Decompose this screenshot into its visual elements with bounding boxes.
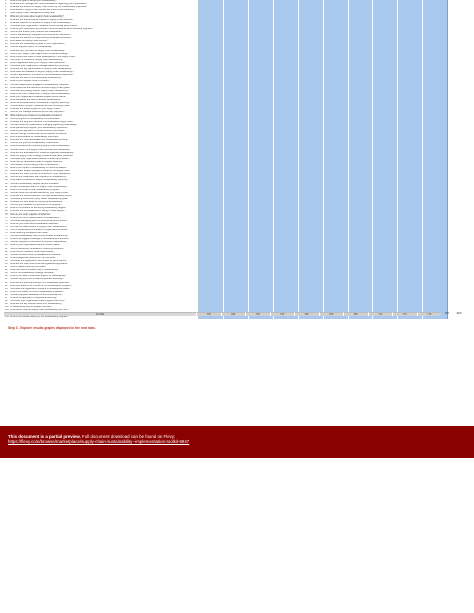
score-footer-row: [4, 312, 470, 316]
question-cell: Does the supply chain strategy include ethical labor practices?: [9, 155, 199, 158]
question-cell: Does supply chain management really care?: [9, 12, 199, 15]
question-cell: How does your organization manage waste and recycling?: [9, 65, 199, 68]
row-number: 34: [5, 102, 8, 105]
question-cell: What are your management recommendations regarding your organization?: [9, 3, 199, 6]
question-cell: What are the consequences of failing to meet targets?: [9, 210, 199, 213]
question-cell: What do you know about supply chain sustainability?: [9, 15, 199, 18]
row-number: 88: [5, 269, 8, 272]
total-cell: 678: [319, 312, 344, 316]
question-cell: Are environmental factors considered in logistics planning?: [9, 102, 199, 105]
row-number: 28: [5, 83, 8, 86]
question-cell: How do you prioritize sustainability investments?: [9, 142, 199, 145]
row-number: 31: [5, 92, 8, 95]
question-cell: What is the role of transportation in sustainability?: [9, 217, 199, 220]
row-number: 69: [5, 210, 8, 213]
row-number: 89: [5, 272, 8, 275]
question-cell: How does technology support supply chain transparency?: [9, 90, 199, 93]
score-cell[interactable]: [373, 316, 398, 319]
row-number: 26: [5, 77, 8, 80]
row-number: 7: [5, 18, 7, 21]
question-cell: How does your organization track progress over time?: [9, 300, 199, 303]
question-cell: How much is invested in supply chain sustainability?: [9, 59, 199, 62]
question-cell: What is the timeline for achieving sustainability targets?: [9, 207, 199, 210]
row-number: 95: [5, 290, 8, 293]
row-number: 78: [5, 238, 8, 241]
row-number: 44: [5, 133, 8, 136]
row-number: 97: [5, 297, 8, 300]
row-number: 101: [5, 309, 9, 312]
question-cell: How do you collaborate with suppliers on sustainability?: [9, 176, 199, 179]
question-cell: How will you measure the success of the program?: [9, 204, 199, 207]
question-cell: Who are the stakeholders in supply chain sustainability?: [9, 226, 199, 229]
question-cell: Who leads the supply chain function?: [9, 40, 199, 43]
total-cell: 713: [368, 312, 393, 316]
row-number: 92: [5, 281, 8, 284]
question-cell: What data is collected to support sustainability reporting?: [9, 179, 199, 182]
question-cell: What training is provided on sustainable practices?: [9, 114, 199, 117]
score-cell[interactable]: [224, 316, 249, 319]
total-cell: 675: [270, 312, 295, 316]
question-cell: What would improve supply chain sustainability the most?: [9, 309, 199, 312]
score-cell[interactable]: [348, 316, 373, 319]
question-cell: What is your supplier code of conduct?: [9, 80, 199, 83]
row-number: 30: [5, 89, 8, 92]
question-cell: What resources are needed to achieve supply chain goals?: [9, 87, 199, 90]
row-number: 73: [5, 222, 8, 225]
row-number: 3: [5, 6, 7, 9]
question-cell: What are the potential savings from sustainable practices?: [9, 282, 199, 285]
question-cell: What areas of supply chain risk are you most concerned about?: [9, 9, 199, 12]
row-number: 56: [5, 170, 8, 173]
question-cell: How does procurement policy reflect sustainability goals?: [9, 198, 199, 201]
question-cell: What reporting frameworks are used?: [9, 232, 199, 235]
row-number: 67: [5, 204, 8, 207]
row-number: 96: [5, 293, 8, 296]
question-cell: What are the costs associated with sustainable sourcing?: [9, 139, 199, 142]
row-number: 81: [5, 247, 8, 250]
score-cell[interactable]: [199, 316, 224, 319]
step-instruction: Step 3 - Explore results graphs displayed in the next tabs.: [8, 326, 96, 330]
score-cell[interactable]: [273, 316, 298, 319]
question-cell: What innovations are improving supply chain sustainability?: [9, 145, 199, 148]
row-number: 94: [5, 287, 8, 290]
total-cell: 735: [196, 312, 221, 316]
question-cell: What is the approach to responsible sourcing?: [9, 297, 199, 300]
row-number: 21: [5, 61, 8, 64]
question-cell: What are the key success factors for sustainability?: [9, 303, 199, 306]
row-number: 37: [5, 111, 8, 114]
row-number: 80: [5, 244, 8, 247]
question-cell: How is biodiversity considered in sourcing decisions?: [9, 248, 199, 251]
row-number: 71: [5, 216, 8, 219]
row-number: 6: [5, 15, 7, 18]
question-cell: What is the status of current sustainability initiatives?: [9, 291, 199, 294]
average-cell: 4825: [456, 312, 462, 315]
row-number: 84: [5, 256, 8, 259]
table-row: [4, 316, 470, 319]
row-number: 65: [5, 198, 8, 201]
row-number: 76: [5, 232, 8, 235]
footer-label: SCORE: [4, 312, 196, 316]
question-cell: How does your organization address human rights issues?: [9, 158, 199, 161]
row-number: 19: [5, 55, 8, 58]
row-number: 60: [5, 182, 8, 185]
question-cell: How do you verify supplier compliance?: [9, 213, 199, 216]
row-number: 35: [5, 105, 8, 108]
row-number: 66: [5, 201, 8, 204]
preview-banner: [0, 426, 474, 458]
question-cell: How resilient is your supply chain to disruptions?: [9, 164, 199, 167]
question-cell: What metrics are used to track sustainability in the supply chain?: [9, 56, 199, 59]
question-cell: How is carbon footprint measured across the supply chain?: [9, 105, 199, 108]
question-cell: How are sustainability risks communicated to leadership?: [9, 235, 199, 238]
question-cell: Is your organization committed to the sustainability objectives?: [9, 74, 199, 77]
question-cell: What role does innovation play in sustainability?: [9, 269, 199, 272]
row-number: 85: [5, 259, 8, 262]
row-number: 25: [5, 74, 8, 77]
row-number: 63: [5, 191, 8, 194]
row-number: 62: [5, 188, 8, 191]
score-cell[interactable]: [398, 316, 423, 319]
question-cell: How is sustainability embedded in organizational culture?: [9, 229, 199, 232]
question-cell: Is sustainability part of supplier contracts?: [9, 306, 199, 309]
row-number: 64: [5, 194, 8, 197]
question-cell: Which regulations affect your supply chain operations?: [9, 62, 199, 65]
row-number: 87: [5, 266, 8, 269]
row-number: 90: [5, 275, 8, 278]
row-number: 45: [5, 136, 8, 139]
banner-text: Full document download can be found on Flevy:: [82, 434, 176, 439]
question-cell: How is the sustainability strategy reviewed?: [9, 272, 199, 275]
question-cell: What is the impact of sustainability on brand reputation?: [9, 167, 199, 170]
question-cell: How does the organization benchmark its performance?: [9, 260, 199, 263]
question-cell: What are the social impacts of your supply chain?: [9, 108, 199, 111]
question-cell: What do you know about sustainable materials?: [9, 223, 199, 226]
question-cell: How does the organization respond to sustainability audits?: [9, 288, 199, 291]
question-cell: What do you know about any ethical criteria considered when selecting suppliers?: [9, 28, 199, 31]
question-cell: How are suppliers assessed for environmental risk?: [9, 294, 199, 297]
question-cell: Who is accountable for sustainability outcomes?: [9, 136, 199, 139]
flevy-download-link[interactable]: https://flevy.com/browse/marketplace/supply-chain-sustainability--implementation-toolkit-6947: [8, 439, 190, 445]
row-number: 16: [5, 46, 8, 49]
row-number: 98: [5, 300, 8, 303]
row-number: 5: [5, 12, 7, 15]
question-cell: What are the drivers for supply chain driven by our sustainability objectives?: [9, 6, 199, 9]
row-number: 38: [5, 114, 8, 117]
question-cell: How are supply chain emissions reported externally?: [9, 278, 199, 281]
question-cell: What are the barriers to implementing sustainable practices?: [9, 37, 199, 40]
row-number: 59: [5, 179, 8, 182]
question-cell: What are your priorities for supply chain sustainability?: [9, 50, 199, 53]
question-cell: What are the next steps for improving sustainability?: [9, 201, 199, 204]
row-number: 1: [5, 0, 7, 3]
row-number: 9: [5, 24, 7, 27]
row-number: 70: [5, 213, 8, 216]
row-number: 39: [5, 117, 8, 120]
row-total-cell: [448, 316, 460, 319]
question-cell: How are energy consumption and emissions monitored?: [9, 133, 199, 136]
question-cell: How are suppliers incentivized to improve sustainability?: [9, 241, 199, 244]
row-number: 48: [5, 145, 8, 148]
question-cell: How are ethical concerns escalated and resolved?: [9, 254, 199, 257]
question-cell: How are stakeholders engaged in sustainability initiatives?: [9, 84, 199, 87]
row-number: 77: [5, 235, 8, 238]
question-cell: Who else needs to be involved in the sustainability program?: [9, 285, 199, 288]
row-number: 33: [5, 99, 8, 102]
row-number: 49: [5, 148, 8, 151]
total-cell: 705: [245, 312, 270, 316]
banner-title: This document is a partial preview.: [8, 434, 81, 439]
question-cell: What is your organization doing to reduce waste?: [9, 244, 199, 247]
question-cell: Does your organization evaluate supplier performance?: [9, 96, 199, 99]
question-cell: What is the level of executive support for sustainability?: [9, 275, 199, 278]
row-number: 22: [5, 65, 8, 68]
question-cell: What is the biggest challenge in sustainable procurement?: [9, 238, 199, 241]
score-cell[interactable]: [323, 316, 348, 319]
question-cell: What standards are used to assess sustainability?: [9, 99, 199, 102]
question-cell: What is the goal of setting your sustainability?: [9, 0, 199, 3]
question-cell: What role do certifications play in supplier selection?: [9, 161, 199, 164]
row-number: 55: [5, 167, 8, 170]
row-number: 15: [5, 43, 8, 46]
question-cell: What are the risks of not addressing sustainability?: [9, 77, 199, 80]
question-cell: What are the main environmental regulations applicable?: [9, 263, 199, 266]
row-number: 100: [5, 306, 9, 309]
row-number: 43: [5, 129, 8, 132]
row-number: 4: [5, 9, 7, 12]
row-number: 10: [5, 27, 8, 30]
total-cell: 687: [294, 312, 319, 316]
score-cell[interactable]: [298, 316, 323, 319]
question-cell: How are risks in the supply chain identified and addressed?: [9, 149, 199, 152]
row-number: 93: [5, 284, 8, 287]
score-cell[interactable]: [249, 316, 274, 319]
row-number: 40: [5, 120, 8, 123]
row-number: 46: [5, 139, 8, 142]
row-number: 13: [5, 37, 8, 40]
row-number: 11: [5, 30, 8, 33]
question-cell: How are customer expectations changing regarding sustainability?: [9, 124, 199, 127]
question-cell: What is the scope of your sustainability program?: [9, 189, 199, 192]
row-number: 91: [5, 278, 8, 281]
row-number: 61: [5, 185, 8, 188]
row-number: 2: [5, 3, 7, 6]
row-number: 52: [5, 157, 8, 160]
total-cell: 680: [343, 312, 368, 316]
row-number: 27: [5, 80, 8, 83]
question-cell: How are local communities affected by your supply chain?: [9, 192, 199, 195]
row-number: 14: [5, 40, 8, 43]
row-number: 75: [5, 228, 8, 231]
question-cell: What partnerships support your sustainability objectives?: [9, 127, 199, 130]
row-number: 74: [5, 225, 8, 228]
row-number: 23: [5, 68, 8, 71]
total-cell: 698: [221, 312, 246, 316]
row-number: 50: [5, 151, 8, 154]
row-number: 47: [5, 142, 8, 145]
row-number: 24: [5, 71, 8, 74]
row-number: 29: [5, 86, 8, 89]
row-number: 83: [5, 253, 8, 256]
row-number: 58: [5, 176, 8, 179]
total-cell: 775: [392, 312, 417, 316]
question-cell: What are the environmental impacts of supply chain activities?: [9, 19, 199, 22]
row-number: 54: [5, 164, 8, 167]
question-cell: How does packaging affect environmental performance?: [9, 220, 199, 223]
question-cell: What is the overall maturity of the sustainability program?: [9, 316, 199, 319]
total-cell: 776: [417, 312, 442, 316]
row-number: 18: [5, 52, 8, 55]
question-cell: What are the key opportunities in supply chain sustainability?: [9, 68, 199, 71]
row-number: 99: [5, 303, 8, 306]
row-number: 42: [5, 126, 8, 129]
row-number: 51: [5, 154, 8, 157]
question-cell: What tools are available to support supply chain sustainability?: [9, 71, 199, 74]
question-cell: What changes are planned for the next year?: [9, 257, 199, 260]
question-cell: How is supplier diversity promoted?: [9, 266, 199, 269]
question-cell: How is progress on sustainability communicated?: [9, 118, 199, 121]
question-cell: How is water usage managed throughout the supply chain?: [9, 170, 199, 173]
row-average-cell: [460, 316, 470, 319]
row-number: 53: [5, 160, 8, 163]
question-cell: What are the sustainability goals of your organization?: [9, 43, 199, 46]
question-cell: How does your organization measure environmental performance?: [9, 25, 199, 28]
row-number: 103: [5, 315, 9, 318]
question-table: [4, 0, 470, 319]
question-cell: How do you ensure your products are sustainable?: [9, 31, 199, 34]
question-cell: What is the role of leadership in supply chain sustainability?: [9, 93, 199, 96]
question-cell: What metrics measure social responsibility?: [9, 251, 199, 254]
row-number: 82: [5, 250, 8, 253]
row-number: 41: [5, 123, 8, 126]
row-number: 79: [5, 241, 8, 244]
question-cell: How do suppliers report on sustainability?: [9, 46, 199, 49]
question-cell: What are the expectations of investors regarding sustainability?: [9, 152, 199, 155]
row-number: 36: [5, 108, 8, 111]
row-number: 68: [5, 207, 8, 210]
question-cell: What is your approach to circular economy principles?: [9, 130, 199, 133]
question-cell: What are the long term benefits of a sustainable supply chain?: [9, 121, 199, 124]
row-number: 12: [5, 34, 8, 37]
row-number: 32: [5, 95, 8, 98]
question-cell: How is your supply chain aligned with corporate strategy?: [9, 53, 199, 56]
question-cell: How is sustainability integrated into procurement decisions?: [9, 34, 199, 37]
question-cell: What are the lessons learned from past sustainability efforts?: [9, 195, 199, 198]
question-cell: What are required for success of supply chain sustainability?: [9, 22, 199, 25]
question-cell: How do you manage relationships with key suppliers?: [9, 111, 199, 114]
question-cell: Is there a dedicated team for supply chain sustainability?: [9, 186, 199, 189]
row-number: 8: [5, 21, 7, 24]
row-number: 72: [5, 219, 8, 222]
grand-total-cell: 856: [445, 312, 449, 315]
question-cell: What are the main sources of emissions in your operations?: [9, 173, 199, 176]
row-number: 17: [5, 49, 8, 52]
question-cell: How are sustainability targets set and reviewed?: [9, 183, 199, 186]
row-number: 86: [5, 263, 8, 266]
row-number: 57: [5, 173, 8, 176]
row-number: 20: [5, 58, 8, 61]
